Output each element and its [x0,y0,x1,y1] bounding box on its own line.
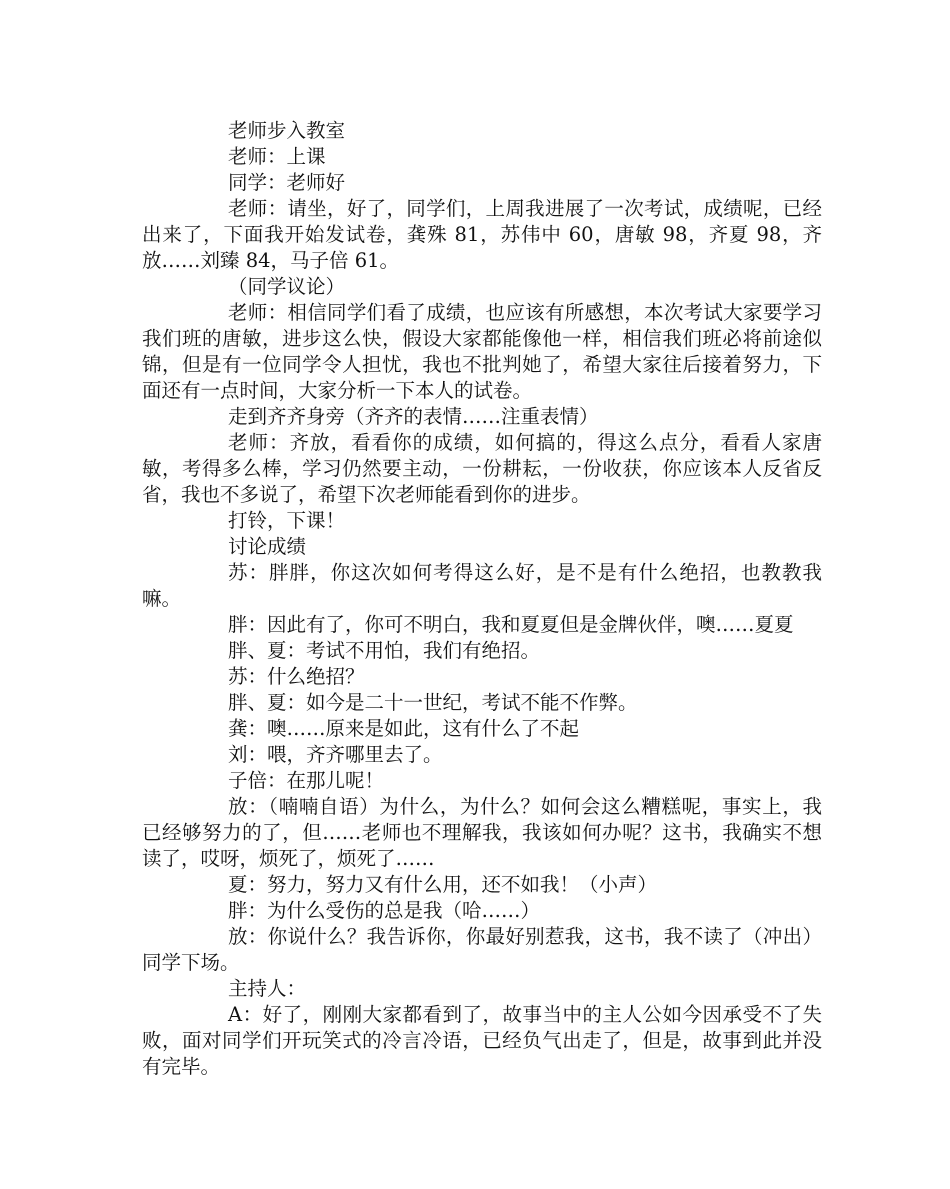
stage-direction: （同学议论） [228,275,346,298]
dialogue-line: 放：（喃喃自语）为什么，为什么？如何会这么糟糕呢，事实上，我已经够努力的了，但……老师也不理解我，我该如何办呢？这书，我确实不想读了，哎呀，烦死了，烦死了…… [142,795,822,870]
dialogue-line: A：好了，刚刚大家都看到了，故事当中的主人公如今因承受不了失败，面对同学们开玩笑式的冷言冷语，已经负气出走了，但是，故事到此并没有完毕。 [142,1003,822,1078]
dialogue-line: 胖、夏：考试不用怕，我们有绝招。 [228,639,541,662]
stage-direction-teacher-enters: 老师步入教室 [228,119,346,142]
dialogue-line: 胖、夏：如今是二十一世纪，考试不能不作弊。 [228,691,638,714]
dialogue-line: 苏：胖胖，你这次如何考得这么好，是不是有什么绝招，也教教我嘛。 [142,561,822,610]
dialogue-line: 苏：什么绝招？ [228,665,365,688]
dialogue-line: 同学：老师好 [228,171,346,194]
dialogue-line: 老师：请坐，好了，同学们，上周我进展了一次考试，成绩呢，已经出来了，下面我开始发试卷，龚殊 81，苏伟中 60，唐敏 98，齐夏 98，齐放……刘臻 84，马子倍 61。 [142,197,822,272]
dialogue-line: 胖：因此有了，你可不明白，我和夏夏但是金牌伙伴，噢……夏夏 [228,613,794,636]
host-heading: 主持人： [228,977,307,1000]
scene-heading: 讨论成绩 [228,535,307,558]
script-body [142,118,822,1080]
dialogue-line: 胖：为什么受伤的总是我（哈……） [228,899,541,922]
dialogue-line: 子倍：在那儿呢！ [228,769,385,792]
dialogue-line: 龚：噢……原来是如此，这有什么了不起 [228,717,580,740]
dialogue-line: 夏：努力，努力又有什么用，还不如我！（小声） [228,873,658,896]
dialogue-line: 老师：上课 [228,145,326,168]
dialogue-line: 老师：相信同学们看了成绩，也应该有所感想，本次考试大家要学习我们班的唐敏，进步这么快，假设大家都能像他一样，相信我们班必将前途似锦，但是有一位同学令人担忧，我也不批判她了，希望大家往后接着努力，下面还有一点时间，大家分析一下本人的试卷。 [142,301,822,402]
dialogue-line: 刘：喂，齐齐哪里去了。 [228,743,443,766]
dialogue-line: 老师：齐放，看看你的成绩，如何搞的，得这么点分，看看人家唐敏，考得多么棒，学习仍然要主动，一份耕耘，一份收获，你应该本人反省反省，我也不多说了，希望下次老师能看到你的进步。 [142,431,822,506]
stage-direction: 打铃，下课！ [228,509,346,532]
stage-direction: 走到齐齐身旁（齐齐的表情……注重表情） [228,405,599,428]
dialogue-line: 放：你说什么？我告诉你，你最好别惹我，这书，我不读了（冲出）同学下场。 [142,925,822,974]
